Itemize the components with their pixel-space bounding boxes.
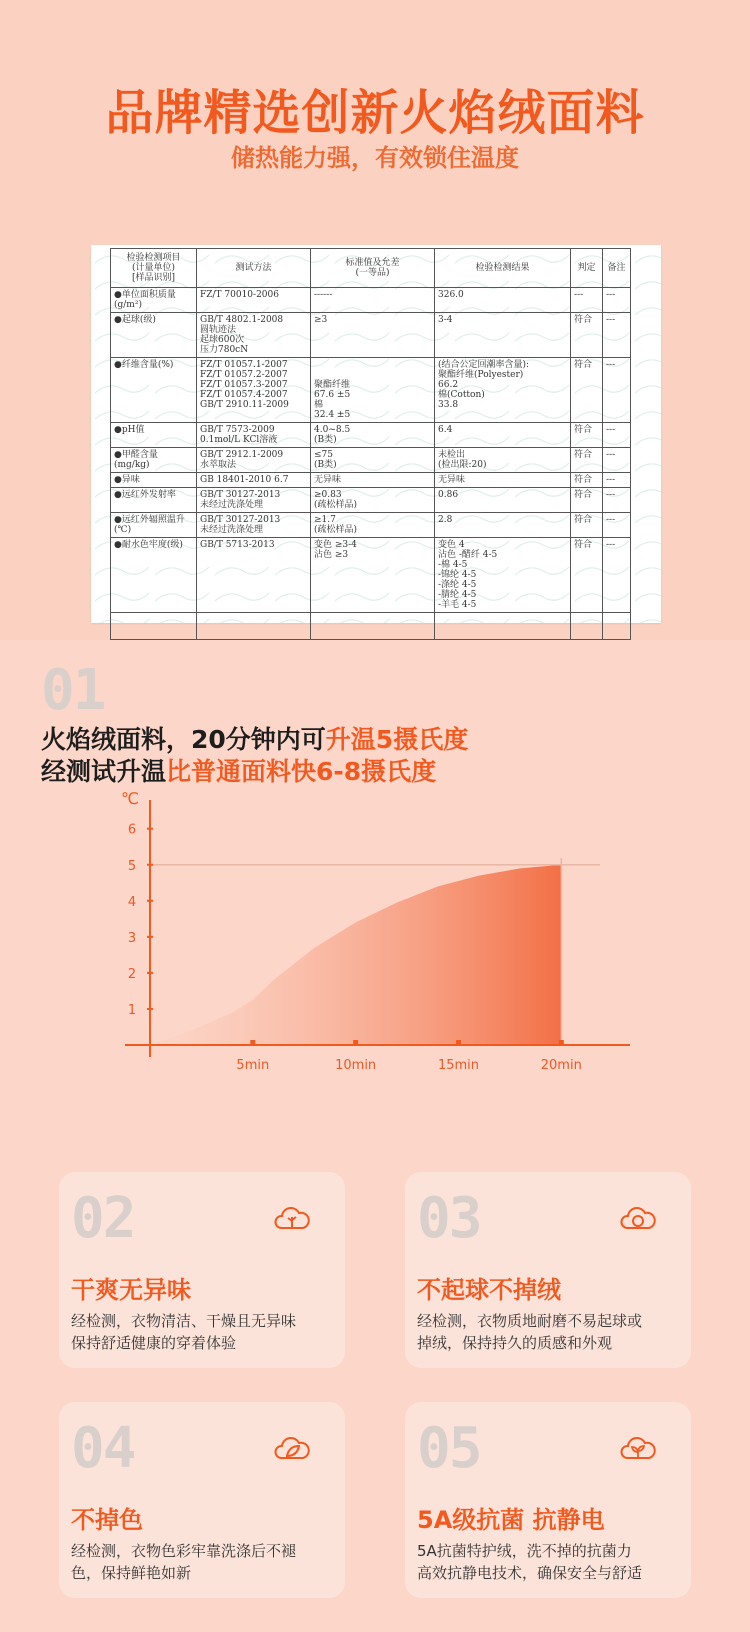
report-cell: --- <box>603 513 631 538</box>
feature-card-03 <box>405 1172 691 1368</box>
report-cell: (结合公定回潮率含量): 聚酯纤维(Polyester) 66.2 棉(Cotton) 33.8 <box>435 358 571 423</box>
test-report-image <box>91 245 661 623</box>
report-cell: 符合 <box>571 473 603 488</box>
report-cell: 3-4 <box>435 313 571 358</box>
cloud-circle-icon <box>619 1202 657 1234</box>
x-tick-label: 20min <box>540 1058 582 1073</box>
card-title: 5A级抗菌 抗静电 <box>417 1506 605 1534</box>
report-cell <box>571 613 603 640</box>
y-tick-label: 2 <box>127 966 137 982</box>
feature-card-04 <box>59 1402 345 1598</box>
report-cell: ●远红外辐照温升 (℃) <box>111 513 197 538</box>
temperature-area <box>150 865 561 1045</box>
y-tick-label: 6 <box>127 822 137 838</box>
report-header-remark: 备注 <box>603 249 631 288</box>
report-cell: 2.8 <box>435 513 571 538</box>
report-header-item: 检验检测项目 (计量单位) [样品识别] <box>111 249 197 288</box>
y-tick-label: 3 <box>127 930 137 946</box>
report-cell: --- <box>571 288 603 313</box>
page-title: 品牌精选创新火焰绒面料 <box>105 85 645 141</box>
report-cell: ●异味 <box>111 473 197 488</box>
x-tick-mark <box>456 1040 461 1045</box>
page-subtitle: 储热能力强，有效锁住温度 <box>231 144 519 172</box>
report-table <box>110 248 631 640</box>
report-cell: 无异味 <box>311 473 435 488</box>
report-header-result: 检验检测结果 <box>435 249 571 288</box>
cloud-tree-icon <box>273 1202 311 1234</box>
report-row <box>111 423 631 448</box>
report-cell: 变色 4 沾色 -醋纤 4-5 -棉 4-5 -锦纶 4-5 -涤纶 4-5 -腈纶 4-5 -羊毛 4-5 <box>435 538 571 613</box>
report-cell: 符合 <box>571 538 603 613</box>
report-row <box>111 513 631 538</box>
report-row <box>111 538 631 613</box>
card-description: 经检测，衣物清洁、干燥且无异味 保持舒适健康的穿着体验 <box>71 1312 297 1352</box>
report-cell: --- <box>603 473 631 488</box>
cloud-leaf-icon <box>273 1432 311 1464</box>
report-cell: ≥3 <box>311 313 435 358</box>
section1-line1 <box>41 720 468 756</box>
y-tick-label: 1 <box>127 1002 137 1018</box>
report-cell <box>311 613 435 640</box>
report-cell: --- <box>603 538 631 613</box>
report-cell: 符合 <box>571 488 603 513</box>
report-cell <box>435 613 571 640</box>
report-cell: GB/T 2912.1-2009 水萃取法 <box>197 448 311 473</box>
report-cell: --- <box>603 358 631 423</box>
section1-line2-highlight: 比普通面料快6-8摄氏度 <box>166 757 437 786</box>
report-row <box>111 473 631 488</box>
report-cell: 变色 ≥3-4 沾色 ≥3 <box>311 538 435 613</box>
report-cell <box>111 613 197 640</box>
temperature-area-chart <box>110 789 670 1110</box>
report-header-verdict: 判定 <box>571 249 603 288</box>
card-title: 干爽无异味 <box>71 1276 191 1304</box>
section1-line2 <box>41 752 436 788</box>
report-cell: ●远红外发射率 <box>111 488 197 513</box>
report-cell: ●甲醛含量 (mg/kg) <box>111 448 197 473</box>
x-tick-mark <box>250 1040 255 1045</box>
report-cell: ●pH值 <box>111 423 197 448</box>
report-cell: FZ/T 70010-2006 <box>197 288 311 313</box>
feature-card-05 <box>405 1402 691 1598</box>
report-cell: GB/T 7573-2009 0.1mol/L KCl溶液 <box>197 423 311 448</box>
report-row <box>111 313 631 358</box>
card-number: 04 <box>71 1416 135 1481</box>
report-cell <box>197 613 311 640</box>
report-cell: ●单位面积质量 (g/m²) <box>111 288 197 313</box>
x-tick-mark <box>559 1040 564 1045</box>
report-cell: ≤75 (B类) <box>311 448 435 473</box>
card-title: 不起球不掉绒 <box>417 1276 561 1304</box>
report-cell: ●耐水色牢度(级) <box>111 538 197 613</box>
report-header-standard: 标准值及允差 (一等品) <box>311 249 435 288</box>
card-description: 经检测，衣物色彩牢靠洗涤后不褪 色，保持鲜艳如新 <box>71 1542 297 1582</box>
report-cell: 6.4 <box>435 423 571 448</box>
card-description: 经检测，衣物质地耐磨不易起球或 掉绒，保持持久的质感和外观 <box>417 1312 643 1352</box>
card-number: 03 <box>417 1186 481 1251</box>
report-row <box>111 488 631 513</box>
report-cell: 符合 <box>571 423 603 448</box>
report-cell: ≥0.83 (疏松样品) <box>311 488 435 513</box>
report-cell: --- <box>603 448 631 473</box>
report-cell: 符合 <box>571 358 603 423</box>
report-cell: GB/T 4802.1-2008 圆轨迹法 起球600次 压力780cN <box>197 313 311 358</box>
report-cell: ≥1.7 (疏松样品) <box>311 513 435 538</box>
card-number: 02 <box>71 1186 135 1251</box>
y-tick-label: 5 <box>127 858 137 874</box>
feature-card-02 <box>59 1172 345 1368</box>
report-cell: 4.0~8.5 (B类) <box>311 423 435 448</box>
x-tick-label: 5min <box>236 1058 270 1073</box>
x-tick-mark <box>353 1040 358 1045</box>
report-cell: 无异味 <box>435 473 571 488</box>
y-tick-label: 4 <box>127 894 137 910</box>
report-cell <box>603 613 631 640</box>
cloud-sprout-icon <box>619 1432 657 1464</box>
card-number: 05 <box>417 1416 481 1481</box>
x-tick-label: 15min <box>437 1058 480 1073</box>
report-cell: GB/T 5713-2013 <box>197 538 311 613</box>
report-cell: --- <box>603 313 631 358</box>
report-cell: 符合 <box>571 448 603 473</box>
card-title: 不掉色 <box>71 1506 143 1534</box>
report-row <box>111 358 631 423</box>
report-cell: --- <box>603 423 631 448</box>
report-cell: ●纤维含量(%) <box>111 358 197 423</box>
report-cell: GB/T 30127-2013 未经过洗涤处理 <box>197 513 311 538</box>
report-row <box>111 288 631 313</box>
hero-section <box>0 0 750 640</box>
report-cell: GB/T 30127-2013 未经过洗涤处理 <box>197 488 311 513</box>
x-tick-label: 10min <box>335 1058 377 1073</box>
report-cell: 0.86 <box>435 488 571 513</box>
report-cell: 符合 <box>571 513 603 538</box>
report-cell: FZ/T 01057.1-2007 FZ/T 01057.2-2007 FZ/T 01057.3-2007 FZ/T 01057.4-2007 GB/T 2910.11-2009 <box>197 358 311 423</box>
report-cell: --- <box>603 488 631 513</box>
report-cell: 符合 <box>571 313 603 358</box>
report-cell: 326.0 <box>435 288 571 313</box>
report-cell: ●起球(级) <box>111 313 197 358</box>
section1-line2-text: 经测试升温 <box>41 757 167 786</box>
report-row-blank <box>111 613 631 640</box>
report-row <box>111 448 631 473</box>
card-description: 5A抗菌特护绒，洗不掉的抗菌力 高效抗静电技术，确保安全与舒适 <box>417 1542 643 1582</box>
y-axis-unit-label: ℃ <box>121 789 139 808</box>
report-cell: 未检出 (检出限:20) <box>435 448 571 473</box>
report-cell: 聚酯纤维 67.6 ±5 棉 32.4 ±5 <box>311 358 435 423</box>
report-cell: ------ <box>311 288 435 313</box>
section-number-01: 01 <box>41 658 105 723</box>
section1-line1-text: 火焰绒面料，20分钟内可 <box>41 725 326 754</box>
report-header-method: 测试方法 <box>197 249 311 288</box>
report-cell: --- <box>603 288 631 313</box>
report-cell: GB 18401-2010 6.7 <box>197 473 311 488</box>
section1-line1-highlight: 升温5摄氏度 <box>325 725 469 754</box>
